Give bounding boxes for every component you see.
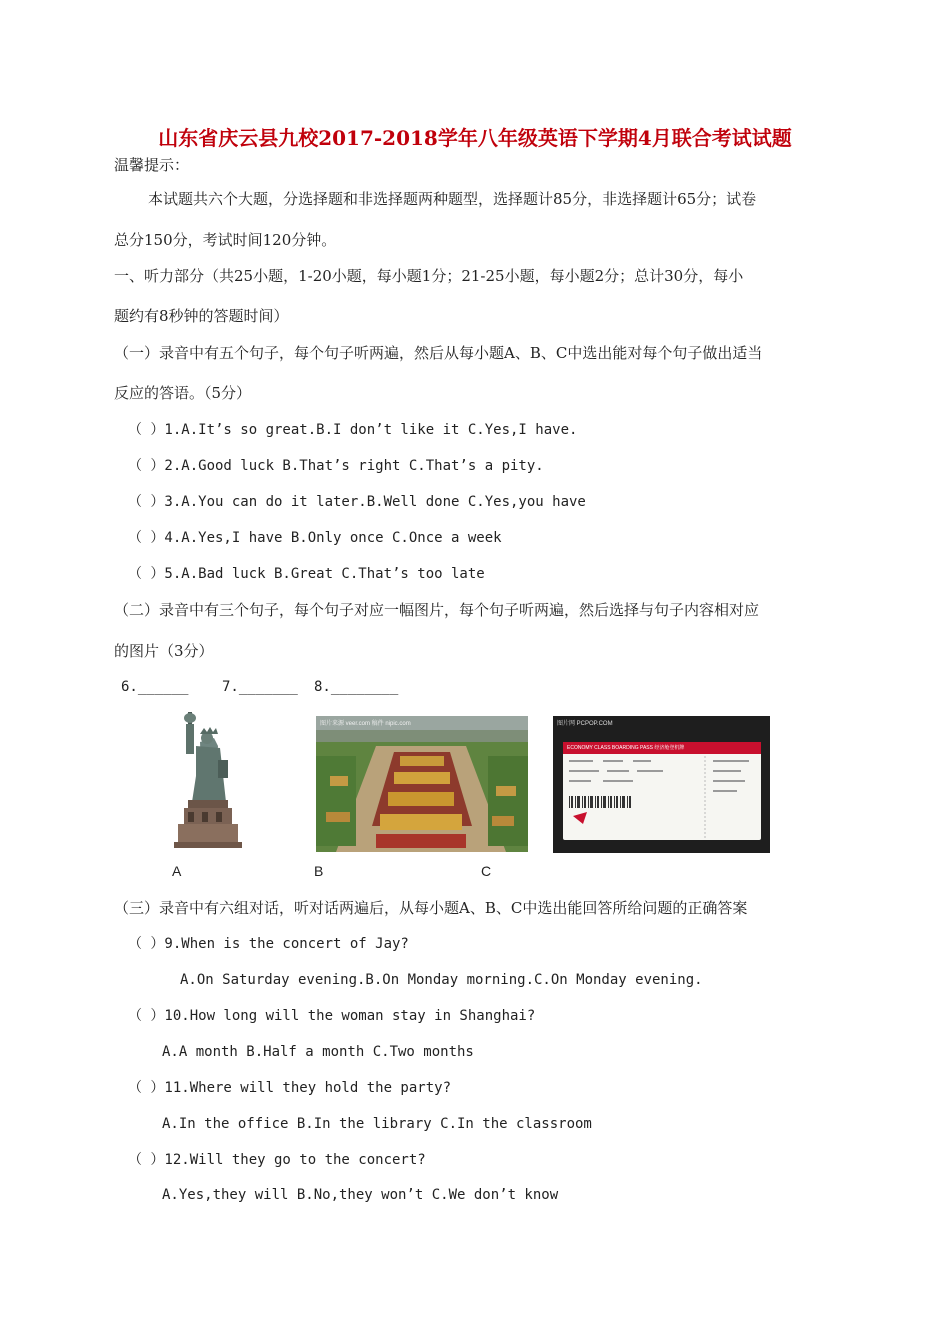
caption-a: A — [172, 863, 182, 879]
answer-11: A.In the office B.In the library C.In the classroom — [162, 1116, 592, 1132]
intro-line-2: 总分150分，考试时间120分钟。 — [114, 231, 337, 249]
part3-line: （三）录音中有六组对话，听对话两遍后，从每小题A、B、C中选出能回答所给问题的正确答案 — [114, 899, 748, 917]
question-11: （ ）11.Where will they hold the party? — [128, 1080, 452, 1096]
caption-b: B — [314, 863, 324, 879]
forbidden-city-image — [316, 716, 528, 852]
question-3: （ ）3.A.You can do it later.B.Well done C.Yes,you have — [128, 494, 586, 510]
section1-line-1: 一、听力部分（共25小题，1-20小题，每小题1分；21-25小题，每小题2分；总计30分，每小 — [114, 267, 744, 285]
statue-of-liberty-image — [118, 712, 258, 848]
question-5: （ ）5.A.Bad luck B.Great C.That’s too late — [128, 566, 485, 582]
blank-6: 6.______ — [121, 679, 189, 695]
blank-7: 7._______ — [222, 679, 298, 695]
section1-line-2: 题约有8秒钟的答题时间） — [114, 307, 289, 325]
intro-line-1: 本试题共六个大题，分选择题和非选择题两种题型，选择题计85分，非选择题计65分；试卷 — [148, 190, 757, 208]
boarding-pass-header: ECONOMY CLASS BOARDING PASS 经济舱登机牌 — [567, 745, 685, 751]
question-4: （ ）4.A.Yes,I have B.Only once C.Once a week — [128, 530, 502, 546]
caption-c: C — [481, 863, 492, 879]
answer-10: A.A month B.Half a month C.Two months — [162, 1044, 474, 1060]
part2-line-2: 的图片（3分） — [114, 642, 214, 660]
boarding-pass-image — [553, 716, 770, 853]
part2-line-1: （二）录音中有三个句子，每个句子对应一幅图片，每个句子听两遍，然后选择与句子内容相对应 — [114, 601, 760, 619]
blank-8: 8.________ — [314, 679, 399, 695]
question-2: （ ）2.A.Good luck B.That’s right C.That’s a pity. — [128, 458, 544, 474]
question-9: （ ）9.When is the concert of Jay? — [128, 936, 409, 952]
answer-9: A.On Saturday evening.B.On Monday morning.C.On Monday evening. — [180, 972, 703, 988]
image-b-watermark: 图片来源 veer.com 稿件 nipic.com — [320, 721, 411, 727]
question-10: （ ）10.How long will the woman stay in Shanghai? — [128, 1008, 536, 1024]
image-c-watermark: 图片网 PCPOP.COM — [557, 721, 613, 727]
question-12: （ ）12.Will they go to the concert? — [128, 1152, 426, 1168]
page-title: 山东省庆云县九校2017-2018学年八年级英语下学期4月联合考试试题 — [158, 126, 792, 150]
question-1: （ ）1.A.It’s so great.B.I don’t like it C.Yes,I have. — [128, 422, 578, 438]
part1-line-1: （一）录音中有五个句子，每个句子听两遍，然后从每小题A、B、C中选出能对每个句子做出适当 — [114, 344, 763, 362]
part1-line-2: 反应的答语。（5分） — [114, 384, 252, 402]
tip-label: 温馨提示： — [114, 156, 190, 174]
answer-12: A.Yes,they will B.No,they won’t C.We don’t know — [162, 1187, 559, 1203]
